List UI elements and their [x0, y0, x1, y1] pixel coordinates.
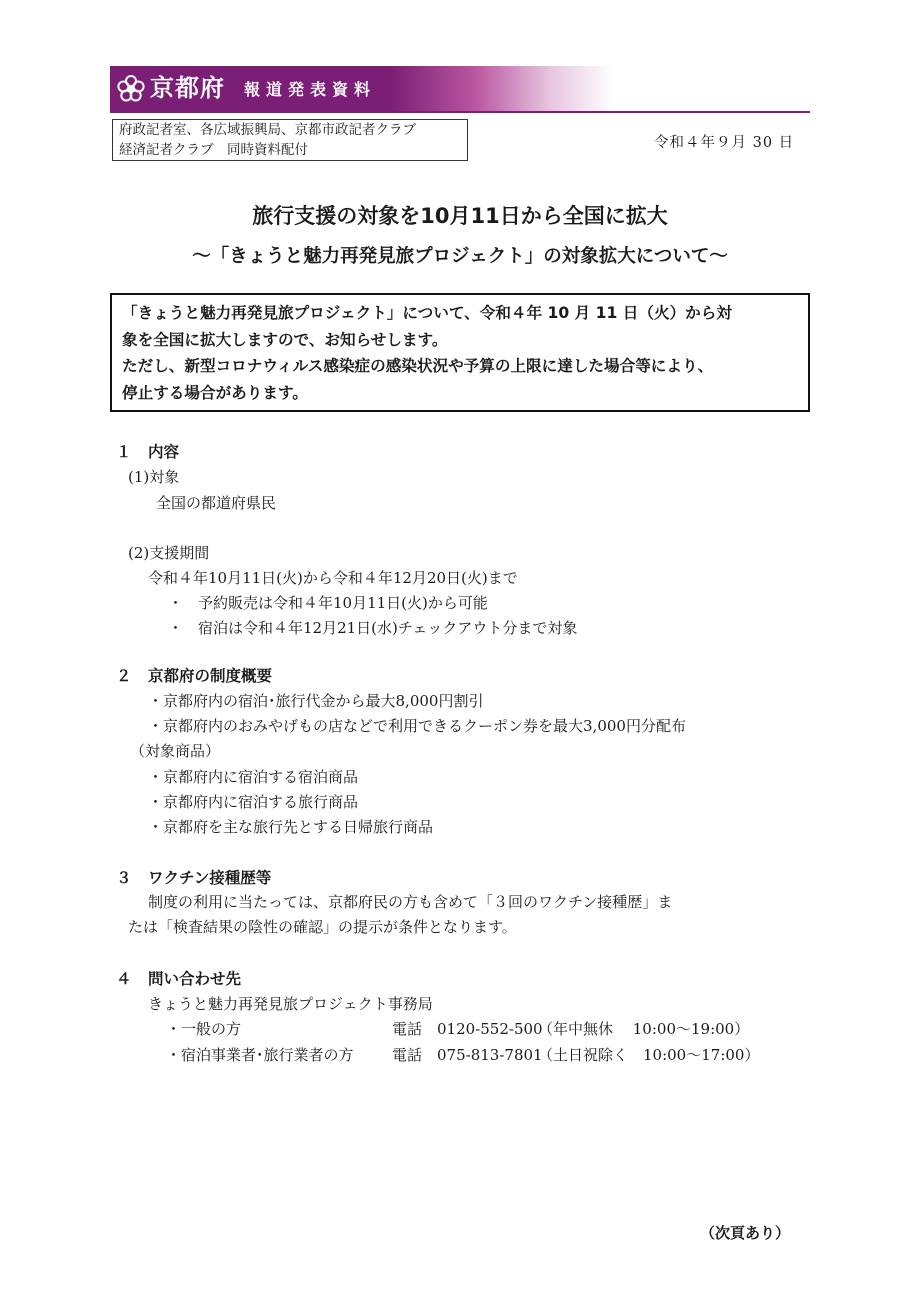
body-text: 令和４年10月11日(火)から令和４年12月20日(火)まで: [148, 569, 518, 587]
list-item: ・京都府内のおみやげもの店などで利用できるクーポン券を最大3,000円分配布: [148, 717, 686, 735]
list-item: ・京都府内に宿泊する旅行商品: [148, 793, 359, 811]
subsection-label: （対象商品）: [130, 742, 221, 760]
contact-phone: 電話 075-813-7801: [392, 1046, 543, 1064]
section-number: １: [116, 443, 132, 461]
distribution-line: 府政記者室、各広域振興局、京都市政記者クラブ: [119, 122, 416, 138]
subsection-label: (1)対象: [128, 468, 180, 486]
notice-line: 象を全国に拡大しますので、お知らせします。: [122, 330, 448, 349]
section-number: ４: [116, 970, 132, 988]
section-heading: [116, 440, 179, 462]
contact-hours: （土日祝除く 10:00～17:00）: [538, 1046, 760, 1064]
distribution-line: 経済記者クラブ 同時資料配付: [119, 142, 308, 158]
list-item: ・京都府内に宿泊する宿泊商品: [148, 768, 359, 786]
section-heading: [116, 866, 271, 888]
release-date: 令和４年９月 30 日: [654, 135, 795, 151]
list-item: ・京都府を主な旅行先とする日帰旅行商品: [148, 818, 434, 836]
page-title: 旅行支援の対象を10月11日から全国に拡大: [252, 204, 668, 228]
kyoto-prefecture-emblem-icon: [116, 74, 146, 104]
notice-line: 「きょうと魅力再発見旅プロジェクト」について、令和４年 10 月 11 日（火）から対: [122, 304, 732, 322]
contact-label: ・一般の方: [166, 1020, 242, 1038]
list-item: ・ 宿泊は令和４年12月21日(水)チェックアウト分まで対象: [168, 619, 578, 637]
section-number: ３: [116, 869, 132, 887]
page-subtitle: ～「きょうと魅力再発見旅プロジェクト」の対象拡大について～: [192, 246, 728, 267]
press-release-label: 報道発表資料: [244, 80, 377, 99]
section-title: 問い合わせ先: [148, 970, 242, 988]
org-name: 京都府: [150, 74, 225, 102]
continued-note: （次頁あり）: [700, 1224, 791, 1242]
contact-office: きょうと魅力再発見旅プロジェクト事務局: [148, 995, 433, 1013]
subsection-label: (2)支援期間: [128, 544, 210, 562]
distribution-box: [112, 119, 468, 161]
contact-hours: （年中無休 10:00～19:00）: [538, 1020, 750, 1038]
notice-line: 停止する場合があります。: [122, 383, 308, 402]
notice-box: [110, 293, 810, 412]
section-heading: [116, 664, 272, 686]
list-item: ・京都府内の宿泊･旅行代金から最大8,000円割引: [148, 692, 484, 710]
section-title: 内容: [148, 443, 180, 461]
section-number: ２: [116, 667, 132, 685]
contact-label: ・宿泊事業者･旅行業者の方: [166, 1046, 354, 1064]
body-text: 全国の都道府県民: [156, 494, 277, 512]
section-heading: [116, 967, 241, 989]
body-text: 制度の利用に当たっては、京都府民の方も含めて「３回のワクチン接種歴」ま: [148, 893, 673, 911]
section-title: 京都府の制度概要: [148, 667, 273, 685]
list-item: ・ 予約販売は令和４年10月11日(火)から可能: [168, 594, 488, 612]
contact-phone: 電話 0120-552-500: [392, 1020, 543, 1038]
header-underline: [110, 111, 810, 113]
body-text: たは「検査結果の陰性の確認」の提示が条件となります。: [128, 918, 517, 936]
notice-line: ただし、新型コロナウィルス感染症の感染状況や予算の上限に達した場合等により、: [122, 357, 714, 375]
section-title: ワクチン接種歴等: [148, 869, 272, 887]
